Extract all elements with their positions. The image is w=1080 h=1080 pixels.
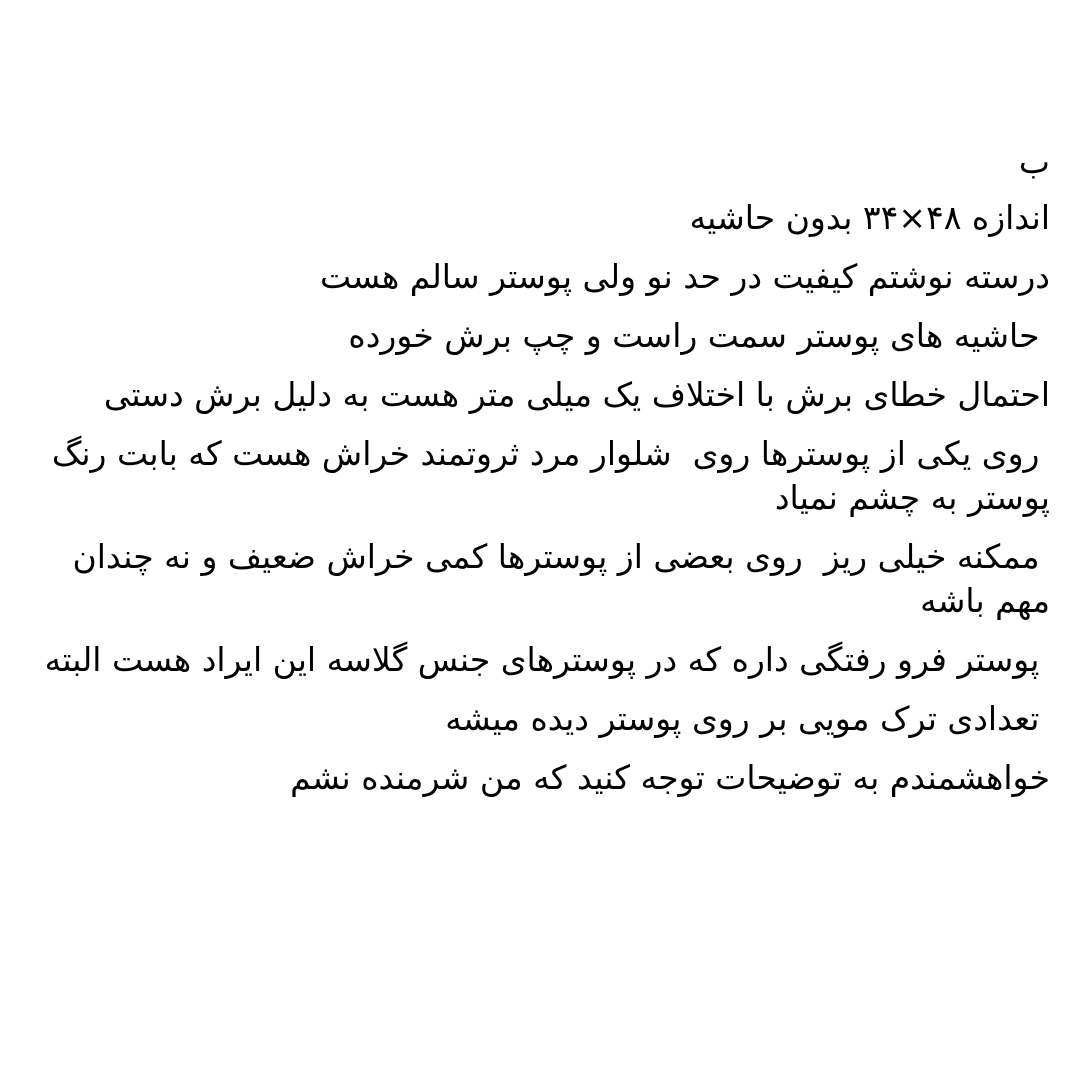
text-line-minor-scratch: ممکنه خیلی ریز روی بعضی از پوسترها کمی خراش ضعیف و نه چندان مهم باشه: [62, 537, 1050, 620]
text-line-cut-error: احتمال خطای برش با اختلاف یک میلی متر هست به دلیل برش دستی: [103, 375, 1050, 414]
text-line-size: اندازه ۴۸×۳۴ بدون حاشیه: [689, 198, 1050, 237]
text-line-letter: ب: [1018, 142, 1050, 181]
text-line-margins: حاشیه های پوستر سمت راست و چپ برش خورده: [348, 316, 1050, 355]
text-line-dent: پوستر فرو رفتگی داره که در پوسترهای جنس گلاسه این ایراد هست البته: [44, 640, 1050, 679]
text-line-scratch: روی یکی از پوسترها روی شلوار مرد ثروتمند خراش هست که بابت رنگ پوستر به چشم نمیاد: [41, 434, 1050, 517]
text-line-hairline-cracks: تعدادی ترک مویی بر روی پوستر دیده میشه: [445, 699, 1050, 738]
description-text: [20, 140, 1050, 815]
text-line-quality: درسته نوشتم کیفیت در حد نو ولی پوستر سالم هست: [320, 257, 1050, 296]
text-line-request: خواهشمندم به توضیحات توجه کنید که من شرمنده نشم: [290, 758, 1050, 797]
